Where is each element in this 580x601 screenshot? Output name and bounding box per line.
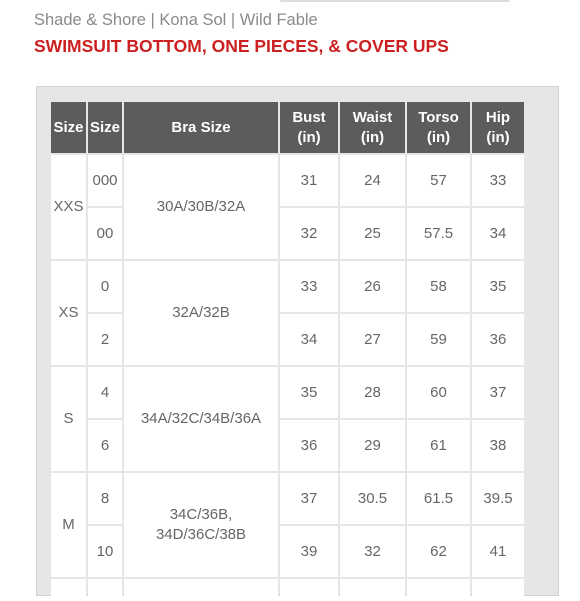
bust-cell: 37 <box>280 473 338 524</box>
letter-size-cell: XS <box>51 261 86 365</box>
numeric-size-cell: 0 <box>88 261 122 312</box>
numeric-size-cell: 2 <box>88 314 122 365</box>
table-row <box>51 579 524 599</box>
waist-cell: 30.5 <box>340 473 405 524</box>
bra-size-cell: 30A/30B/32A <box>124 155 278 259</box>
bust-cell: 39 <box>280 526 338 577</box>
empty-cell <box>472 579 524 599</box>
hip-cell: 35 <box>472 261 524 312</box>
bust-cell: 31 <box>280 155 338 206</box>
hip-cell: 36 <box>472 314 524 365</box>
size-chart-title: SWIMSUIT BOTTOM, ONE PIECES, & COVER UPS <box>34 36 449 56</box>
size-chart-table <box>49 100 526 601</box>
numeric-size-cell: 00 <box>88 208 122 259</box>
torso-cell: 57.5 <box>407 208 470 259</box>
bust-cell: 34 <box>280 314 338 365</box>
waist-cell: 27 <box>340 314 405 365</box>
torso-cell: 61 <box>407 420 470 471</box>
hip-cell: 34 <box>472 208 524 259</box>
numeric-size-cell: 8 <box>88 473 122 524</box>
bust-cell: 35 <box>280 367 338 418</box>
table-header-row <box>51 102 524 153</box>
numeric-size-cell: 10 <box>88 526 122 577</box>
table-row <box>51 314 524 365</box>
letter-size-cell: M <box>51 473 86 577</box>
waist-cell: 26 <box>340 261 405 312</box>
bust-cell: 33 <box>280 261 338 312</box>
column-header-hip: Hip (in) <box>472 102 524 153</box>
waist-cell: 25 <box>340 208 405 259</box>
letter-size-cell: S <box>51 367 86 471</box>
torso-cell: 58 <box>407 261 470 312</box>
bra-size-cell: 32A/32B <box>124 261 278 365</box>
hip-cell: 38 <box>472 420 524 471</box>
waist-cell: 29 <box>340 420 405 471</box>
column-header-bra-size: Bra Size <box>124 102 278 153</box>
column-header-size: Size <box>51 102 86 153</box>
torso-cell: 61.5 <box>407 473 470 524</box>
column-header-bust: Bust (in) <box>280 102 338 153</box>
bra-size-cell: 34A/32C/34B/36A <box>124 367 278 471</box>
hip-cell: 33 <box>472 155 524 206</box>
numeric-size-cell: 4 <box>88 367 122 418</box>
empty-cell <box>280 579 338 599</box>
table-row <box>51 420 524 471</box>
bra-size-cell: 34C/36B, 34D/36C/38B <box>124 473 278 577</box>
table-row <box>51 261 524 312</box>
table-row <box>51 367 524 418</box>
bust-cell: 32 <box>280 208 338 259</box>
torso-cell: 57 <box>407 155 470 206</box>
hip-cell: 37 <box>472 367 524 418</box>
hip-cell: 39.5 <box>472 473 524 524</box>
brand-list: Shade & Shore | Kona Sol | Wild Fable <box>34 11 318 29</box>
top-edge <box>0 0 580 4</box>
torso-cell: 60 <box>407 367 470 418</box>
waist-cell: 24 <box>340 155 405 206</box>
empty-cell <box>407 579 470 599</box>
column-header-waist: Waist (in) <box>340 102 405 153</box>
column-header-torso: Torso (in) <box>407 102 470 153</box>
table-row <box>51 526 524 577</box>
empty-cell <box>340 579 405 599</box>
waist-cell: 32 <box>340 526 405 577</box>
table-row <box>51 208 524 259</box>
bust-cell: 36 <box>280 420 338 471</box>
numeric-size-cell: 000 <box>88 155 122 206</box>
letter-size-cell: XXS <box>51 155 86 259</box>
empty-cell <box>88 579 122 599</box>
table-row <box>51 473 524 524</box>
table-row <box>51 155 524 206</box>
numeric-size-cell: 6 <box>88 420 122 471</box>
empty-cell <box>51 579 86 599</box>
empty-cell <box>124 579 278 599</box>
column-header-size: Size <box>88 102 122 153</box>
torso-cell: 62 <box>407 526 470 577</box>
hip-cell: 41 <box>472 526 524 577</box>
torso-cell: 59 <box>407 314 470 365</box>
waist-cell: 28 <box>340 367 405 418</box>
